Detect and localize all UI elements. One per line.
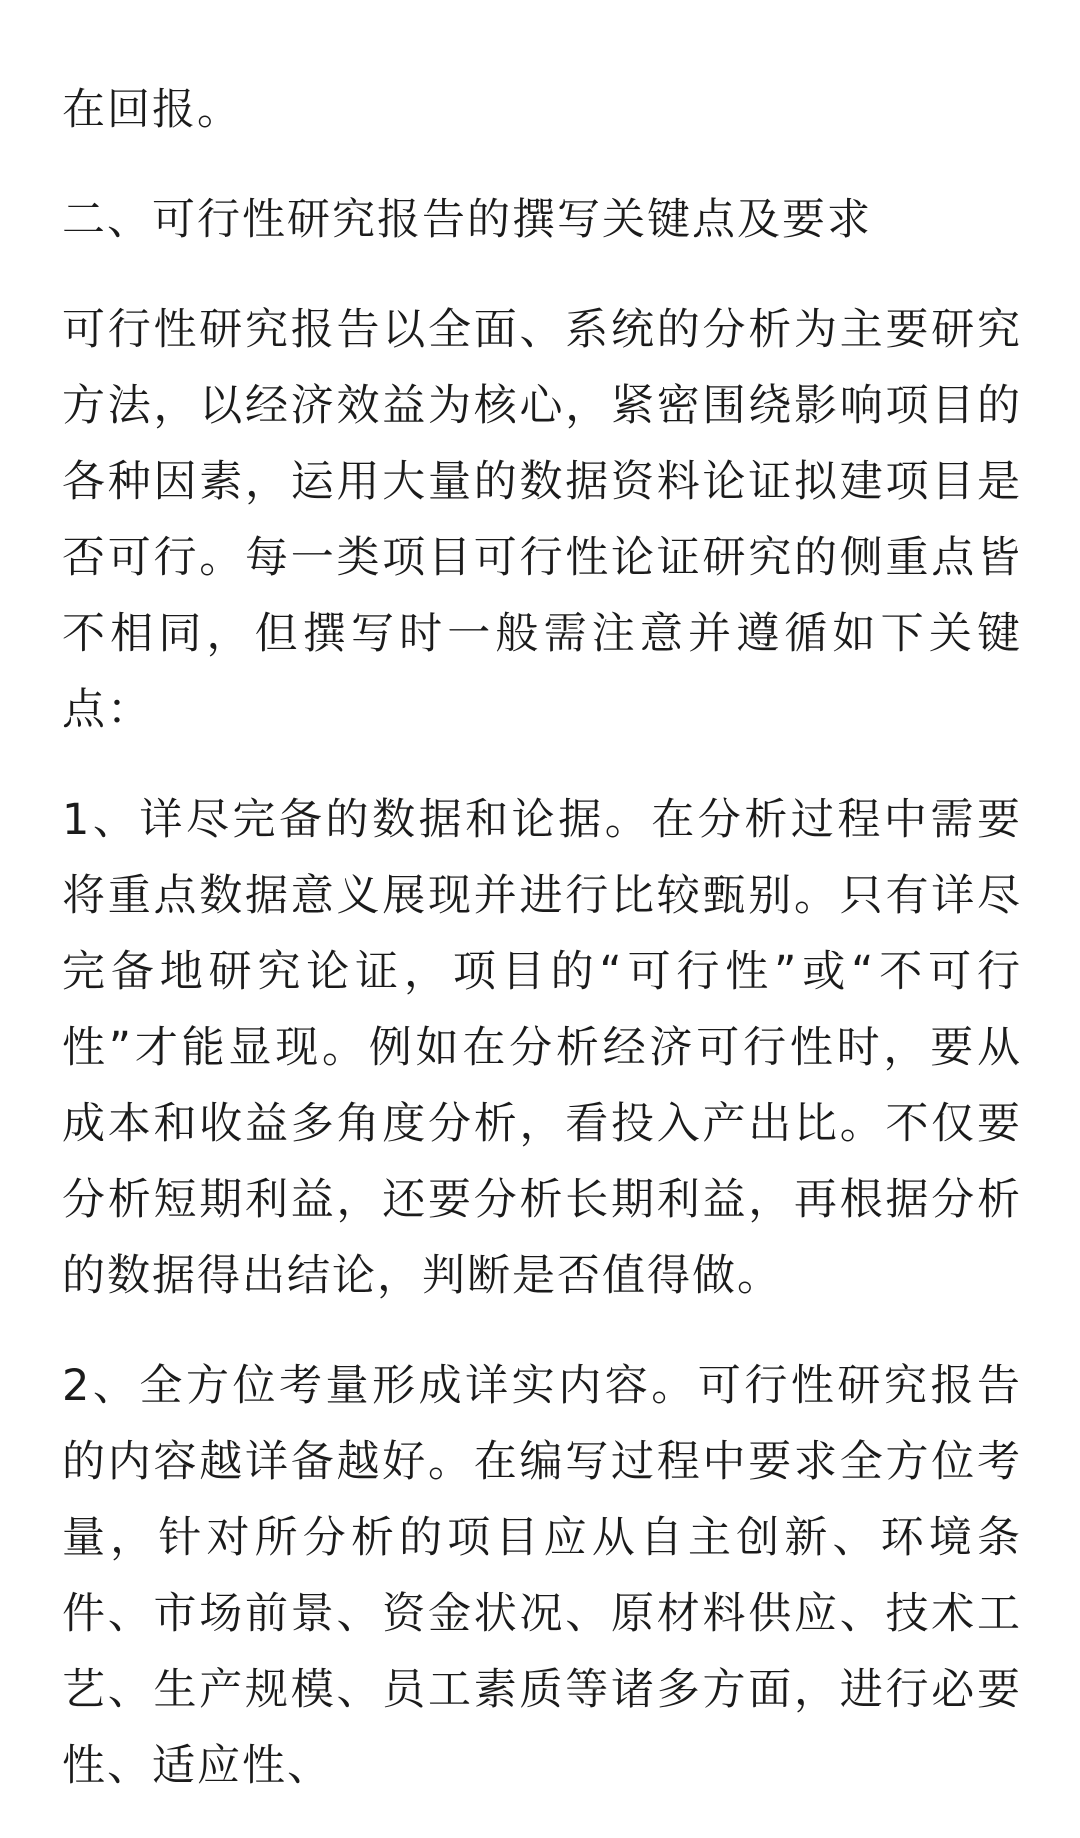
section-heading: 二、可行性研究报告的撰写关键点及要求 xyxy=(62,195,872,245)
article-body xyxy=(62,72,1022,1838)
paragraph-tail: 在回报。 xyxy=(62,85,242,135)
paragraph-point-2: 2、全方位考量形成详实内容。可行性研究报告的内容越详备越好。在编写过程中要求全方位考量，针对所分析的项目应从自主创新、环境条件、市场前景、资金状况、原材料供应、技术工艺、生产规模、员工素质等诸多方面，进行必要性、适应性、 xyxy=(62,1361,1022,1791)
paragraph-intro: 可行性研究报告以全面、系统的分析为主要研究方法，以经济效益为核心，紧密围绕影响项目的各种因素，运用大量的数据资料论证拟建项目是否可行。每一类项目可行性论证研究的侧重点皆不相同，但撰写时一般需注意并遵循如下关键点： xyxy=(62,305,1022,735)
paragraph-point-1: 1、详尽完备的数据和论据。在分析过程中需要将重点数据意义展现并进行比较甄别。只有详尽完备地研究论证，项目的“可行性”或“不可行性”才能显现。例如在分析经济可行性时，要从成本和收益多角度分析，看投入产出比。不仅要分析短期利益，还要分析长期利益，再根据分析的数据得出结论，判断是否值得做。 xyxy=(62,795,1022,1301)
